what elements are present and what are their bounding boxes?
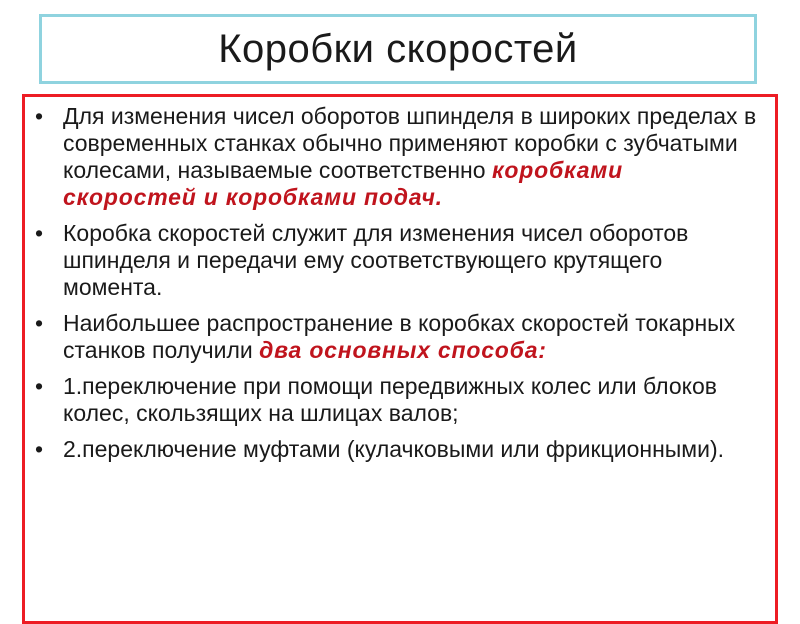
bullet-item (35, 373, 761, 427)
bullet-dot: • (35, 436, 44, 462)
bullet-dot: • (35, 103, 44, 129)
bullet-item (35, 310, 761, 364)
bullet-item (35, 436, 761, 463)
slide-title-box (39, 14, 757, 84)
bullet-text: 1.переключение при помощи передвижных колес или блоков колес, скользящих на шлицах валов; (63, 373, 717, 426)
bullet-text: Для изменения чисел оборотов шпинделя в широких пределах в современных станках обычно применяют коробки с зубчатыми колесами, называемые соответственно (63, 103, 757, 183)
bullet-dot: • (35, 373, 44, 399)
bullet-text: Коробка скоростей служит для изменения чисел оборотов шпинделя и передачи ему соответствующего крутящего момента. (63, 220, 689, 300)
bullet-highlight: два основных способа: (259, 337, 547, 363)
bullet-list (25, 97, 775, 463)
bullet-item (35, 103, 761, 211)
bullet-text: Наибольшее распространение в коробках скоростей токарных станков получили (63, 310, 736, 363)
bullet-text: 2.переключение муфтами (кулачковыми или фрикционными). (63, 436, 725, 462)
slide-content-box (22, 94, 778, 624)
bullet-item (35, 220, 761, 301)
bullet-dot: • (35, 220, 44, 246)
bullet-dot: • (35, 310, 44, 336)
bullet-highlight: коробками скоростей и коробками подач. (63, 157, 623, 210)
slide-title: Коробки скоростей (218, 26, 578, 71)
